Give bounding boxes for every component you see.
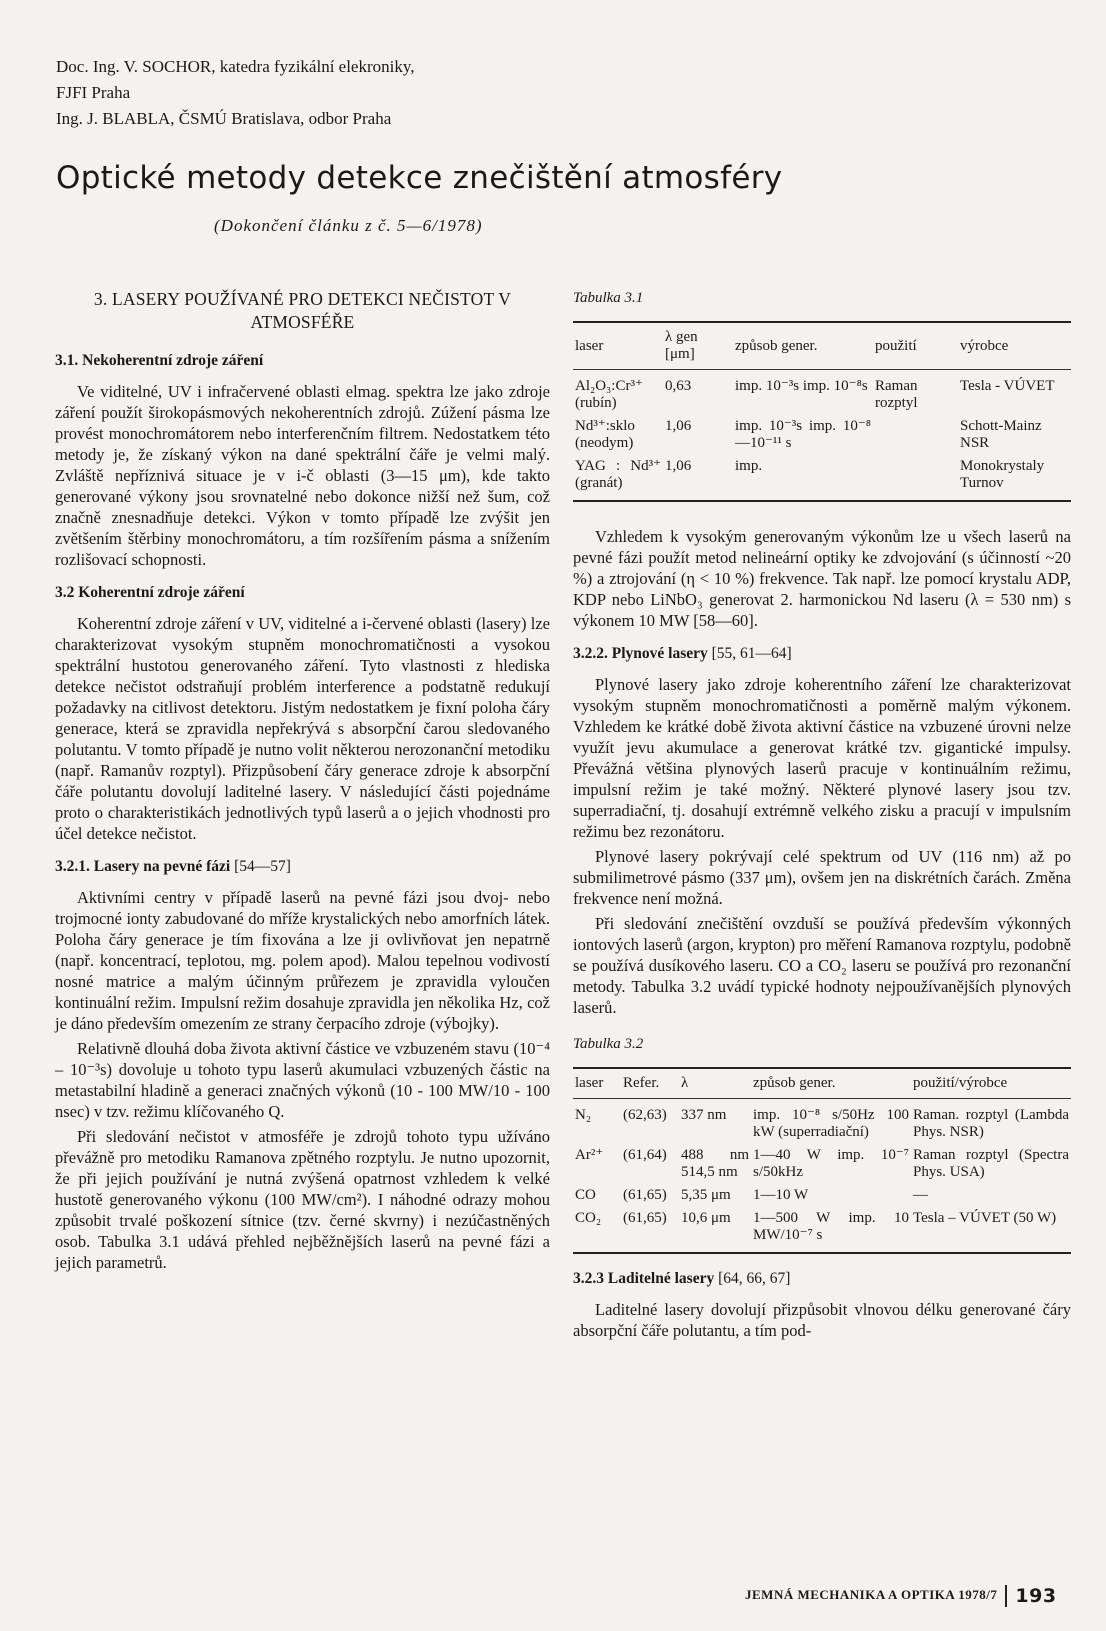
table-row — [573, 415, 1071, 455]
table-cell: 1—500 W imp. 10 MW/10⁻⁷ s — [753, 1210, 909, 1243]
paragraph: Aktivními centry v případě laserů na pevné fázi jsou dvoj- nebo trojmocné ionty zabudované do mříže krystalických nebo amorfních látek. Poloha čáry generace je tím fixována a lze ji ovlivňovat jen nepatrně (např. koncentrací, teplotou, mg. polem apod). Malou tepelnou vodivostí nosné matrice a malým účinným průřezem je zpravidla vyloučen kontinuální režim. Impulsní režim dosahuje zpravidla jen několika Hz, což je dáno především omezením ze strany čerpacího zdroje (výbojky). — [55, 888, 550, 1033]
table-header: laser — [575, 1075, 604, 1091]
table-cell: Raman rozptyl (Spectra Phys. USA) — [913, 1147, 1069, 1180]
table-cell: imp. 10⁻³s imp. 10⁻⁸s — [735, 378, 868, 394]
article-subtitle: (Dokončení článku z č. 5—6/1978) — [214, 216, 483, 235]
table-cell: (61,65) — [623, 1187, 667, 1203]
subsection-heading — [573, 643, 1071, 664]
table-cell: N₂ — [575, 1107, 592, 1123]
table-cell: Raman. rozptyl (Lambda Phys. NSR) — [913, 1107, 1069, 1140]
table-cell: YAG : Nd³⁺ (granát) — [575, 458, 661, 491]
table-cell: Al₂O₃:Cr³⁺ (rubín) — [575, 378, 643, 411]
subsection-title: 3.2.2. Plynové lasery — [573, 645, 708, 662]
table-header: výrobce — [960, 337, 1009, 354]
table-cell: — — [913, 1187, 928, 1203]
table-caption: Tabulka 3.2 — [573, 1036, 644, 1052]
table-cell: 488 nm 514,5 nm — [681, 1147, 749, 1180]
author-line: Ing. J. BLABLA, ČSMÚ Bratislava, odbor Praha — [56, 109, 392, 128]
article-title: Optické metody detekce znečištění atmosféry — [56, 160, 783, 196]
subsection-title: 3.2.1. Lasery na pevné fázi — [55, 858, 231, 875]
table-cell: (61,65) — [623, 1210, 667, 1226]
table-header-row — [573, 323, 1071, 370]
left-column — [55, 288, 550, 1277]
paragraph: Při sledování znečištění ovzduší se používá především výkonných iontových laserů (argon, krypton) pro měření Ramanova rozptylu, podobně se používá dusíkového laseru. CO a CO₂ laseru se používá pro rezonanční metody. Tabulka 3.2 uvádí typické hodnoty nejpoužívanějších plynových laserů. — [573, 914, 1071, 1017]
page-footer — [745, 1585, 1075, 1607]
table-cell: CO₂ — [575, 1210, 602, 1226]
paragraph: Plynové lasery pokrývají celé spektrum od UV (116 nm) až po submilimetrové pásmo (337 μm), ovšem jen na diskrétních čarách. Změna frekvence není možná. — [573, 847, 1071, 908]
table-header: způsob gener. — [753, 1075, 836, 1091]
paragraph: Při sledování nečistot v atmosféře je zdrojů tohoto typu užíváno převážně pro metodiku Ramanova zpětného rozptylu. Je nutno upozornit, že při jejich používání je nutná zvýšená opatrnost vzhledem k velké hustotě generovaného výkonu (100 MW/cm²). I náhodné odrazy mohou způsobit trvalé poškození sítnice (tzv. černé skvrny) i nezúčastněných osob. Tabulka 3.1 udává přehled nejběžnějších laserů na pevné fázi a jejich parametrů. — [55, 1127, 550, 1272]
paragraph: Relativně dlouhá doba života aktivní částice ve vzbuzeném stavu (10⁻⁴ – 10⁻³s) dovoluje u tohoto typu laserů akumulaci vzbuzených částic na metastabilní hladině a generaci značných výkonů (10 - 100 MW/10 - 100 nsec) v tzv. režimu klíčovaného Q. — [55, 1039, 550, 1121]
table-header-row — [573, 1069, 1071, 1099]
paragraph: Laditelné lasery dovolují přizpůsobit vlnovou délku generované čáry absorpční čáře polutantu, a tím pod- — [573, 1300, 1071, 1340]
table-cell: 1,06 — [665, 458, 692, 474]
table-cell: 1—10 W — [753, 1187, 809, 1203]
reference: [64, 66, 67] — [718, 1270, 791, 1287]
table-header: λ — [681, 1075, 689, 1091]
table-cell: 1—40 W imp. 10⁻⁷ s/50kHz — [753, 1147, 909, 1180]
table-row — [573, 370, 1071, 416]
table-cell: (61,64) — [623, 1147, 667, 1163]
table-cell: Monokrystaly Turnov — [960, 458, 1045, 491]
subsection-heading — [573, 1268, 1071, 1289]
table-cell: Raman rozptyl — [875, 378, 918, 411]
table-cell: 10,6 μm — [681, 1210, 731, 1226]
page-number: 193 — [1015, 1585, 1057, 1607]
subsection-title: 3.2.3 Laditelné lasery — [573, 1270, 715, 1287]
table-row — [573, 455, 1071, 500]
table-lasers-gas — [573, 1069, 1071, 1252]
subsection-heading: 3.2 Koherentní zdroje záření — [55, 584, 245, 601]
footer-divider — [1005, 1585, 1007, 1607]
paragraph: Vzhledem k vysokým generovaným výkonům lze u všech laserů na pevné fázi použít metod nelineární optiky ke zdvojování (s účinností ~20 %) a ztrojování (η < 10 %) frekvence. Tak např. lze pomocí krystalu ADP, KDP nebo LiNbO₃ generovat 2. harmonickou Nd laseru (λ = 530 nm) s výkonem 10 MW [58—60]. — [573, 527, 1071, 630]
table-cell — [873, 415, 958, 455]
table-cell: 1,06 — [665, 418, 692, 434]
table-cell: imp. — [735, 458, 763, 474]
paragraph: Plynové lasery jako zdroje koherentního záření lze charakterizovat vysokým stupněm monochromatičnosti a poměrně malým výkonem. Vzhledem ke krátké době života aktivní částice na vzbuzené úrovni nelze využít jevu akumulace a generovat krátké tzv. gigantické impulsy. Převážná většina plynových laserů pracuje v kontinuálním režimu, impulsní režim je také možný. Některé plynové lasery jsou tzv. superradiační, tj. dosahují extrémně velkého zisku a pracují v impulsním režimu bez rezonátoru. — [573, 675, 1071, 841]
author-block — [56, 54, 576, 132]
table-header: λ gen [μm] — [665, 329, 698, 362]
subsection-heading: 3.1. Nekoherentní zdroje záření — [55, 352, 264, 369]
paragraph: Koherentní zdroje záření v UV, viditelné a i-červené oblasti (lasery) lze charakterizovat vysokým stupněm monochromatičnosti a vysokou spektrální hustotou generovaného záření. Tyto vlastnosti z hlediska detekce nečistot odstraňují problém interference a podstatně redukují požadavky na citlivost detektoru. Jistým nedostatkem je fixní poloha čáry generace, která se zpravidla nepřekrývá s absorpční čarou sledovaného polutantu. V tomto případě je nutno volit některou nerozonanční metodiku (např. Ramanův rozptyl). Přizpůsobení čáry generace zdroje k absorpční čáře polutantu dovolují laditelné lasery. V následující části pojednáme proto o charakteristikách jednotlivých typů laserů a o jejich vhodnosti pro účel detekce nečistot. — [55, 614, 550, 843]
subsection-heading — [55, 856, 550, 877]
table-cell: 337 nm — [681, 1107, 727, 1123]
table-header: způsob gener. — [735, 337, 818, 354]
right-column — [573, 288, 1071, 1345]
table-lasers-solid — [573, 323, 1071, 500]
table-cell: Nd³⁺:sklo (neodym) — [575, 418, 635, 451]
table-cell: Schott-Mainz NSR — [960, 418, 1042, 451]
table-cell: CO — [575, 1187, 596, 1203]
table-row — [573, 1184, 1071, 1207]
table-header: použití — [875, 337, 917, 354]
table-row — [573, 1099, 1071, 1145]
table-row — [573, 1207, 1071, 1252]
table-header: laser — [575, 337, 604, 354]
table-rule — [573, 500, 1071, 502]
reference: [54—57] — [234, 858, 291, 875]
reference: [55, 61—64] — [711, 645, 792, 662]
table-cell: imp. 10⁻⁸ s/50Hz 100 kW (superradiační) — [753, 1107, 909, 1140]
section-heading: 3. LASERY POUŽÍVANÉ PRO DETEKCI NEČISTOT V ATMOSFÉŘE — [93, 289, 512, 332]
table-cell: Ar²⁺ — [575, 1147, 604, 1163]
table-row — [573, 1144, 1071, 1184]
table-header: Refer. — [623, 1075, 660, 1091]
table-cell: imp. 10⁻³s imp. 10⁻⁸—10⁻¹¹ s — [735, 418, 871, 451]
journal-name: JEMNÁ MECHANIKA A OPTIKA 1978/7 — [745, 1586, 998, 1602]
paragraph: Ve viditelné, UV i infračervené oblasti elmag. spektra lze jako zdroje záření použít širokopásmových nekoherentních zdrojů. Zúžení pásma lze provést monochromátorem nebo interferenčním filtrem. Nedostatkem této metody je, že získaný výkon na dané spektrální čáře je velmi malý. Zvláště nepříznivá situace je v i-č oblasti (3—15 μm), kde takto generované výkony jsou srovnatelné nebo dokonce nižší než šum, což značně znesnadňuje detekci. Výkon v tomto případě lze zvýšit jen zvětšením štěrbiny monochromátoru, a tím rozšířením pásma a snížením rozlišovací schopnosti. — [55, 382, 550, 569]
table-cell: Tesla – VÚVET (50 W) — [913, 1210, 1057, 1226]
table-cell: 5,35 μm — [681, 1187, 731, 1203]
table-cell — [873, 455, 958, 500]
table-caption: Tabulka 3.1 — [573, 290, 644, 306]
table-rule — [573, 1252, 1071, 1254]
table-cell: 0,63 — [665, 378, 692, 394]
table-cell: Tesla - VÚVET — [960, 378, 1055, 394]
table-cell: (62,63) — [623, 1107, 667, 1123]
table-header: použití/výrobce — [913, 1075, 1008, 1091]
author-line: FJFI Praha — [56, 83, 131, 102]
author-line: Doc. Ing. V. SOCHOR, katedra fyzikální elekroniky, — [56, 57, 415, 76]
